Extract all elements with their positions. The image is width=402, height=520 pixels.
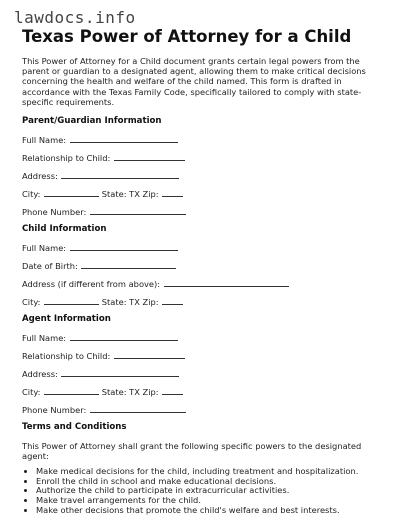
parent-relationship-label: Relationship to Child:: [22, 153, 111, 164]
child-zip-line[interactable]: [162, 296, 183, 305]
child-full-name-field: [22, 242, 388, 253]
power-item: • Make travel arrangements for the child.: [36, 496, 388, 506]
parent-address-label: Address:: [22, 171, 58, 182]
terms-lead: This Power of Attorney shall grant the following specific powers to the designated agent:: [22, 441, 362, 462]
agent-zip-line[interactable]: [162, 386, 183, 395]
parent-relationship-field: [22, 152, 388, 163]
power-item: • Make medical decisions for the child, including treatment and hospitalization.: [36, 467, 388, 477]
power-item: • Enroll the child in school and make educational decisions.: [36, 477, 388, 487]
child-state-zip-label: State: TX Zip:: [101, 297, 159, 308]
parent-full-name-label: Full Name:: [22, 135, 67, 146]
agent-relationship-label: Relationship to Child:: [22, 351, 111, 362]
parent-phone-line[interactable]: [90, 206, 186, 215]
child-dob-field: [22, 260, 388, 271]
child-address-field: [22, 278, 388, 289]
power-item: • Make other decisions that promote the child's welfare and best interests.: [36, 506, 388, 516]
terms-section: [22, 422, 388, 516]
agent-full-name-line[interactable]: [70, 332, 178, 341]
parent-city-label: City:: [22, 189, 41, 200]
powers-list: [22, 467, 388, 516]
parent-zip-line[interactable]: [162, 188, 183, 197]
intro-paragraph: This Power of Attorney for a Child document grants certain legal powers from the parent or guardian to a designated agent, allowing them to make critical decisions concerning the health and welfare of the child named. This form is drafted in accordance with the Texas Family Code, specifically tailored to comply with state-specific requirements.: [22, 56, 366, 107]
agent-phone-field: [22, 404, 388, 415]
child-full-name-line[interactable]: [70, 242, 178, 251]
terms-heading: Terms and Conditions: [22, 422, 127, 433]
parent-phone-label: Phone Number:: [22, 207, 87, 218]
agent-full-name-label: Full Name:: [22, 333, 67, 344]
parent-relationship-line[interactable]: [114, 152, 185, 161]
parent-section: [22, 116, 388, 217]
agent-relationship-field: [22, 350, 388, 361]
child-address-line[interactable]: [164, 278, 289, 287]
parent-heading: Parent/Guardian Information: [22, 116, 162, 127]
agent-section: [22, 314, 388, 415]
parent-full-name-line[interactable]: [70, 134, 178, 143]
child-section: [22, 224, 388, 307]
parent-address-line[interactable]: [61, 170, 179, 179]
parent-full-name-field: [22, 134, 388, 145]
document-title: Texas Power of Attorney for a Child: [22, 27, 352, 46]
agent-city-label: City:: [22, 387, 41, 398]
child-heading: Child Information: [22, 224, 107, 235]
child-full-name-label: Full Name:: [22, 243, 67, 254]
agent-address-field: [22, 368, 388, 379]
parent-city-state-zip-field: [22, 188, 388, 199]
agent-address-label: Address:: [22, 369, 58, 380]
child-dob-label: Date of Birth:: [22, 261, 78, 272]
agent-phone-line[interactable]: [90, 404, 186, 413]
agent-phone-label: Phone Number:: [22, 405, 87, 416]
parent-phone-field: [22, 206, 388, 217]
parent-state-zip-label: State: TX Zip:: [101, 189, 159, 200]
agent-state-zip-label: State: TX Zip:: [101, 387, 159, 398]
child-city-line[interactable]: [44, 296, 99, 305]
agent-full-name-field: [22, 332, 388, 343]
agent-heading: Agent Information: [22, 314, 111, 325]
child-city-state-zip-field: [22, 296, 388, 307]
child-address-label: Address (if different from above):: [22, 279, 161, 290]
agent-relationship-line[interactable]: [114, 350, 185, 359]
child-city-label: City:: [22, 297, 41, 308]
parent-city-line[interactable]: [44, 188, 99, 197]
child-dob-line[interactable]: [81, 260, 176, 269]
agent-address-line[interactable]: [61, 368, 179, 377]
agent-city-state-zip-field: [22, 386, 388, 397]
power-item: • Authorize the child to participate in extracurricular activities.: [36, 486, 388, 496]
agent-city-line[interactable]: [44, 386, 99, 395]
parent-address-field: [22, 170, 388, 181]
site-name: lawdocs.info: [14, 8, 136, 27]
